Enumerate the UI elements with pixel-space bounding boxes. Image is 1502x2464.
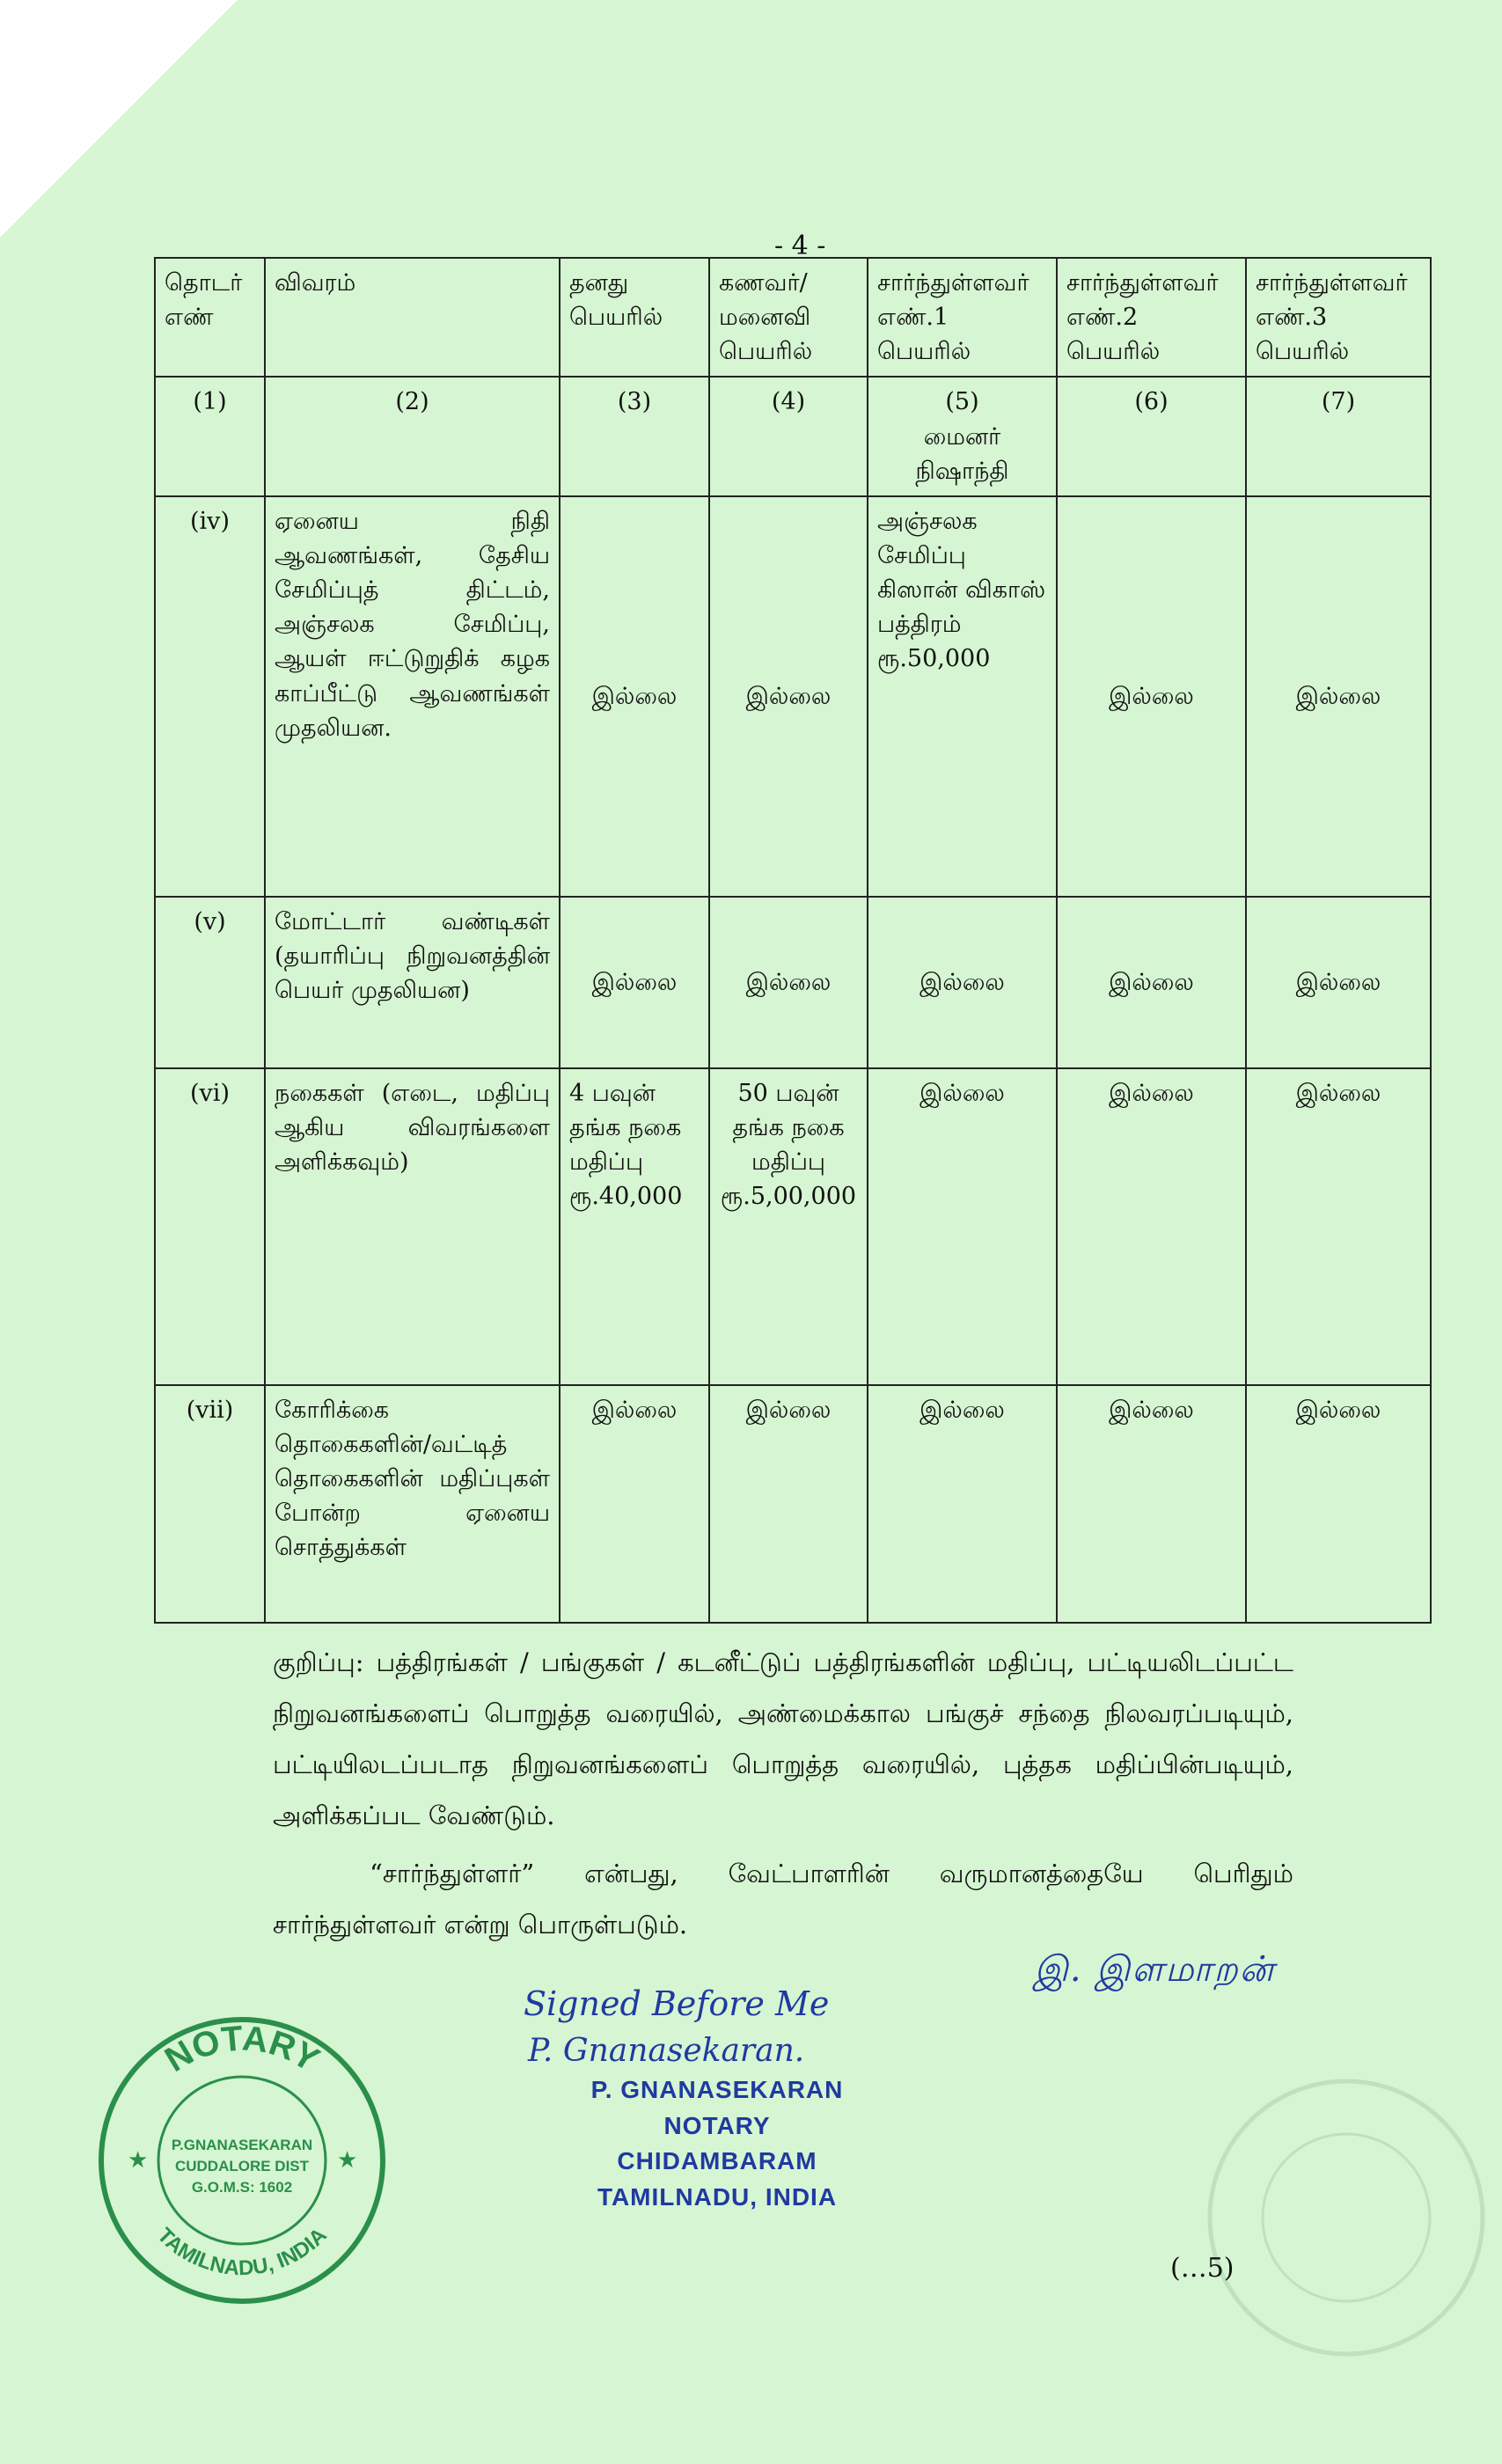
header-dependent-2: சார்ந்துள்ளவர் எண்.2 பெயரில் [1057, 258, 1246, 377]
notary-place: CHIDAMBARAM [617, 2147, 817, 2175]
row-description: நகைகள் (எடை, மதிப்பு ஆகிய விவரங்களை அளிக்கவும்) [265, 1068, 560, 1385]
continued-marker: (…5) [1170, 2253, 1235, 2284]
row-serial: (iv) [155, 496, 265, 897]
row-self-value: இல்லை [560, 897, 709, 1068]
row-description: மோட்டார் வண்டிகள் (தயாரிப்பு நிறுவனத்தின் பெயர் முதலியன) [265, 897, 560, 1068]
seal-line-3: G.O.M.S: 1602 [191, 2179, 293, 2196]
row-spouse-value: இல்லை [709, 496, 868, 897]
row-description: கோரிக்கை தொகைகளின்/வட்டித் தொகைகளின் மதிப்புகள் போன்ற ஏனைய சொத்துக்கள் [265, 1385, 560, 1623]
row-spouse-value: இல்லை [709, 897, 868, 1068]
row-serial: (vi) [155, 1068, 265, 1385]
row-dependent-1-value: இல்லை [868, 897, 1057, 1068]
row-self-value: இல்லை [560, 1385, 709, 1623]
seal-line-2: CUDDALORE DIST [174, 2158, 310, 2174]
col-number-6: (6) [1057, 377, 1246, 495]
row-self-value: இல்லை [560, 496, 709, 897]
header-details: விவரம் [265, 258, 560, 377]
page-number: - 4 - [774, 231, 826, 261]
notary-stamp-text [532, 2072, 902, 2215]
col-number-2: (2) [265, 377, 560, 495]
row-dependent-1-value: இல்லை [868, 1068, 1057, 1385]
col-number-1: (1) [155, 377, 265, 495]
row-dependent-2-value: இல்லை [1057, 1385, 1246, 1623]
col-number-7: (7) [1246, 377, 1431, 495]
row-dependent-3-value: இல்லை [1246, 897, 1431, 1068]
notary-name: P. GNANASEKARAN [590, 2076, 844, 2103]
col-number-4: (4) [709, 377, 868, 495]
row-description: ஏனைய நிதி ஆவணங்கள், தேசிய சேமிப்புத் திட்டம், அஞ்சலக சேமிப்பு, ஆயள் ஈட்டுறுதிக் கழக காப்பீட்டு ஆவணங்கள் முதலியன. [265, 496, 560, 897]
asset-table [154, 257, 1432, 1624]
row-spouse-value: இல்லை [709, 1385, 868, 1623]
note-paragraph: குறிப்பு: பத்திரங்கள் / பங்குகள் / கடனீட்டுப் பத்திரங்களின் மதிப்பு, பட்டியலிடப்பட்ட நிறுவனங்களைப் பொறுத்த வரையில், அண்மைக்கால பங்குச் சந்தை நிலவரப்படியும், பட்டியிலடப்படாத நிறுவனங்களைப் பொறுத்த வரையில், புத்தக மதிப்பின்படியும், அளிக்கப்பட வேண்டும். [273, 1647, 1293, 1830]
header-self: தனது பெயரில் [560, 258, 709, 377]
table-row [155, 897, 1431, 1068]
candidate-signature: இ. இளமாறன் [1034, 1949, 1276, 1990]
header-serial: தொடர் எண் [155, 258, 265, 377]
notary-region: TAMILNADU, INDIA [597, 2182, 838, 2211]
notary-seal [92, 2011, 392, 2310]
signed-before-text: Signed Before Me [524, 1984, 830, 2023]
definition-paragraph: “சார்ந்துள்ளர்” என்பது, வேட்பாளரின் வருமானத்தையே பெரிதும் சார்ந்துள்ளவர் என்று பொருள்படும். [273, 1859, 1293, 1940]
column-number-row [155, 377, 1431, 495]
col-number-3: (3) [560, 377, 709, 495]
header-dependent-1: சார்ந்துள்ளவர் எண்.1 பெயரில் [868, 258, 1057, 377]
header-dependent-3: சார்ந்துள்ளவர் எண்.3 பெயரில் [1246, 258, 1431, 377]
row-dependent-2-value: இல்லை [1057, 897, 1246, 1068]
header-spouse: கணவர்/ மனைவி பெயரில் [709, 258, 868, 377]
seal-top-text: NOTARY [158, 2019, 326, 2080]
table-row [155, 1068, 1431, 1385]
row-dependent-3-value: இல்லை [1246, 1068, 1431, 1385]
notary-title: NOTARY [663, 2111, 771, 2139]
row-dependent-2-value: இல்லை [1057, 496, 1246, 897]
minor-name: மைனர் நிஷாந்தி [915, 422, 1009, 485]
table-row [155, 496, 1431, 897]
seal-line-1: P.GNANASEKARAN [171, 2137, 313, 2153]
row-self-value: 4 பவுன் தங்க நகை மதிப்பு ரூ.40,000 [560, 1068, 709, 1385]
row-dependent-1-value: அஞ்சலக சேமிப்பு கிஸான் விகாஸ் பத்திரம் ரூ.50,000 [868, 496, 1057, 897]
seal-star-left-icon: ★ [128, 2147, 149, 2174]
row-dependent-1-value: இல்லை [868, 1385, 1057, 1623]
table-header-row [155, 258, 1431, 377]
row-serial: (v) [155, 897, 265, 1068]
seal-star-right-icon: ★ [337, 2147, 358, 2174]
seal-bottom-text: TAMILNADU, INDIA [152, 2223, 332, 2281]
faint-seal-impression [1197, 2068, 1496, 2367]
col-number-5-label: (5) [945, 388, 979, 416]
row-dependent-3-value: இல்லை [1246, 1385, 1431, 1623]
row-spouse-value: 50 பவுன் தங்க நகை மதிப்பு ரூ.5,00,000 [709, 1068, 868, 1385]
notary-handwritten-signature: P. Gnanasekaran. [528, 2033, 805, 2069]
col-number-5 [868, 377, 1057, 495]
row-serial: (vii) [155, 1385, 265, 1623]
row-dependent-2-value: இல்லை [1057, 1068, 1246, 1385]
row-dependent-3-value: இல்லை [1246, 496, 1431, 897]
table-row [155, 1385, 1431, 1623]
